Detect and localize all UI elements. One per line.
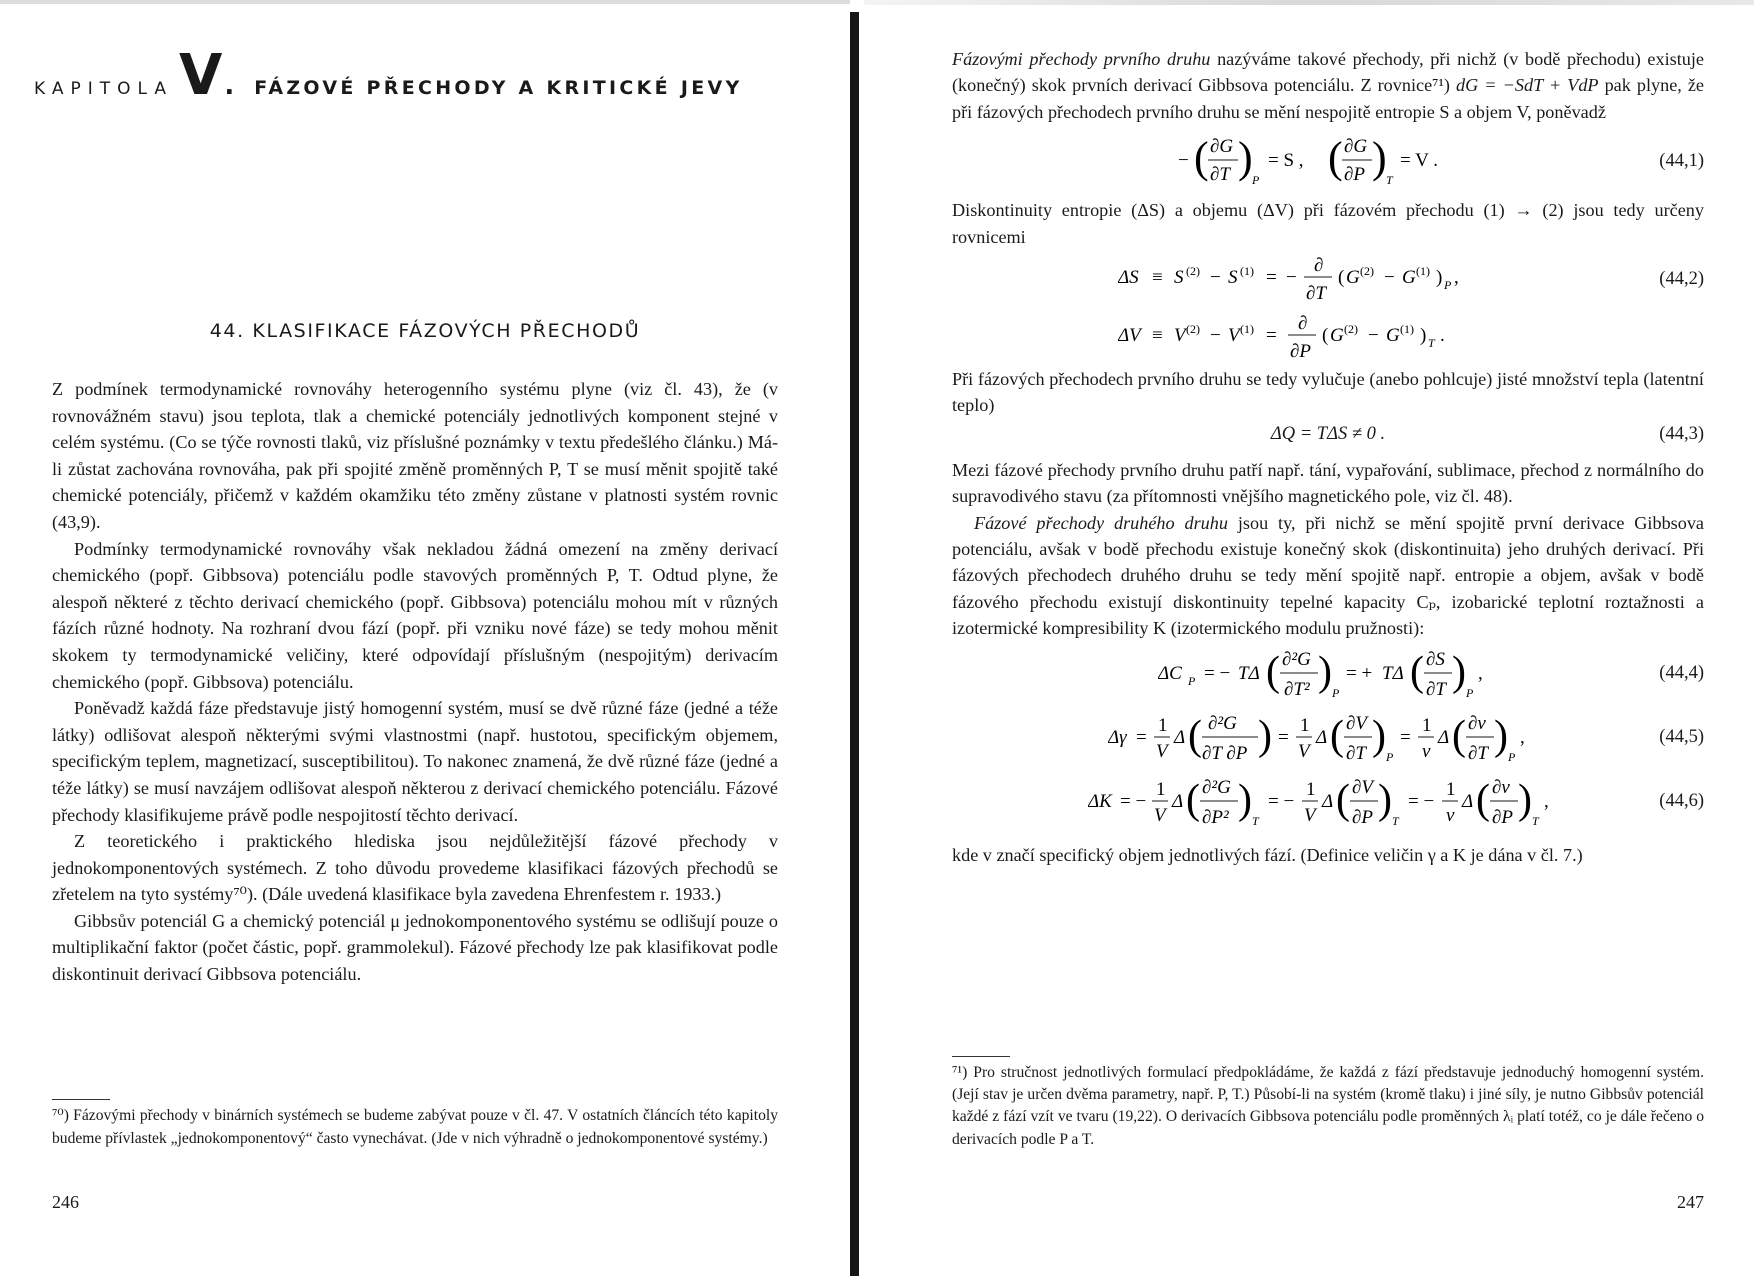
equation-44-2-volume <box>952 308 1704 366</box>
svg-text:T: T <box>1532 813 1539 828</box>
svg-text:(: ( <box>1188 712 1202 759</box>
svg-text:= −: = − <box>1120 790 1147 812</box>
svg-text:1: 1 <box>1422 714 1432 736</box>
equation-44-6 <box>952 770 1704 834</box>
svg-text:(: ( <box>1410 648 1424 695</box>
svg-text:P: P <box>1386 749 1394 764</box>
equation-tag-44-4: (44,4) <box>1659 663 1704 684</box>
svg-text:T: T <box>1428 336 1435 351</box>
svg-text:): ) <box>1238 776 1252 823</box>
svg-text:): ) <box>1452 648 1466 695</box>
svg-text:(1): (1) <box>1240 264 1254 279</box>
footnote-71: ⁷¹) Pro stručnost jednotlivých formulací předpokládáme, že každá z fází představuje jednoduchý homogenní systém. (Její stav je určen dvěma parametry, např. P, T.) Působí-li na systém (kromě tlaku) i jiné síly, je nutno Gibbsův potenciál každé z fází vzít ve tvaru (19,22). O derivacích Gibbsova potenciálu podle proměnných λᵢ platí totéž, co je dále řečeno o derivacích podle P a T. <box>952 1064 1704 1148</box>
page-top-edge-right <box>864 0 1754 5</box>
svg-text:,: , <box>1520 726 1525 748</box>
svg-text:= −: = − <box>1268 790 1295 812</box>
svg-text:V: V <box>1228 325 1240 347</box>
paragraph-1: Z podmínek termodynamické rovnováhy heterogenního systému plyne (viz čl. 43), že (v rovnovážném stavu) jsou teplota, tlak a chemické potenciály jednotlivých komponent stejné v celém systému. (Co se týče rovnosti tlaků, viz příslušné poznámky v textu předešlého článku.) Má-li zůstat zachována rovnováha, pak při spojité změně proměnných P, T se musí měnit spojitě také chemické potenciály, přičemž v každém okamžiku této změny zůstane v platnosti systém rovnic (43,9). <box>52 379 778 532</box>
svg-text:∂P: ∂P <box>1352 806 1373 828</box>
paragraph-4: Z teoretického i praktického hlediska jsou nejdůležitější fázové přechody v jednokomponentových systémech. Z toho důvodu provedeme klasifikaci fázových přechodů se zřetelem na tyto systémy⁷⁰). (Dále uvedená klasifikace byla zavedena Ehrenfestem r. 1933.) <box>52 831 778 905</box>
equation-tag-44-2: (44,2) <box>1659 268 1704 289</box>
svg-text:Δ: Δ <box>1316 726 1328 748</box>
svg-text:= −: = − <box>1204 662 1231 684</box>
book-gutter <box>850 12 859 1276</box>
page-top-edge-left <box>0 0 850 4</box>
svg-text:−: − <box>1178 150 1189 172</box>
paragraph-2: Podmínky termodynamické rovnováhy však nekladou žádná omezení na změny derivací chemického (popř. Gibbsova) potenciálu podle stavových proměnných P, T. Odtud plyne, že alespoň některé z těchto derivací chemického (popř. Gibbsova) potenciálu mohou mít v různých fázích různé hodnoty. Na rozhraní dvou fází (popř. při vzniku nové fáze) se tedy mohou měnit skokem ty termodynamické veličiny, které odpovídají příslušným (nespojitým) derivacím chemického (popř. Gibbsova) potenciálu. <box>52 538 778 692</box>
paragraph-second-order: Fázové přechody druhého druhu jsou ty, při nichž se mění spojitě první derivace Gibbsova potenciálu, avšak v bodě přechodu existuje konečný skok (diskontinuita) jeho druhých derivací. Při fázových přechodech druhého druhu se tedy mění spojitě např. entropie a objem, avšak v bodě fázového přechodu existují diskontinuity tepelné kapacity Cₚ, izobarické teplotní roztažnosti a izotermické kompresibility K (izotermického modulu pružnosti): <box>952 512 1705 639</box>
page-number-left: 246 <box>52 1192 79 1212</box>
svg-text:∂²G: ∂²G <box>1202 776 1231 798</box>
svg-text:P: P <box>1252 173 1260 188</box>
equation-44-3-formula: ΔQ = TΔS ≠ 0 . <box>1270 423 1386 444</box>
svg-text:=: = <box>1400 726 1411 748</box>
chapter-title: FÁZOVÉ PŘECHODY A KRITICKÉ JEVY <box>254 77 743 99</box>
svg-text:P: P <box>1508 749 1516 764</box>
svg-text:= S ,: = S , <box>1268 150 1304 172</box>
svg-text:): ) <box>1494 712 1508 759</box>
svg-text:(2): (2) <box>1186 264 1200 279</box>
paragraph-latent-heat: Při fázových přechodech prvního druhu se tedy vylučuje (anebo pohlcuje) jisté množství tepla (latentní teplo) <box>952 369 1704 416</box>
svg-text:(2): (2) <box>1344 322 1358 337</box>
footnote-rule-left <box>52 1099 110 1100</box>
svg-text:P: P <box>1188 673 1196 688</box>
equation-44-2-entropy-formula <box>1118 251 1538 307</box>
paragraph-5: Gibbsův potenciál G a chemický potenciál μ jednokomponentového systému se odlišují pouze o multiplikační faktor (počet částic, popř. grammolekul). Fázové přechody lze pak klasifikovat podle diskontinuit derivací Gibbsova potenciálu. <box>52 910 778 985</box>
svg-text:1: 1 <box>1446 778 1456 800</box>
equation-44-5 <box>952 706 1704 770</box>
svg-text:∂T: ∂T <box>1306 283 1326 305</box>
svg-text:TΔ: TΔ <box>1382 662 1404 684</box>
svg-text:V: V <box>1174 325 1186 347</box>
svg-text:(2): (2) <box>1186 322 1200 337</box>
svg-text:(2): (2) <box>1360 264 1374 279</box>
svg-text:∂T: ∂T <box>1346 742 1366 764</box>
svg-text:∂G: ∂G <box>1210 136 1234 158</box>
svg-text:= +: = + <box>1346 662 1373 684</box>
svg-text:V: V <box>1156 740 1168 762</box>
equation-44-4 <box>952 642 1704 706</box>
svg-text:Δγ: Δγ <box>1108 726 1127 748</box>
svg-text:G: G <box>1386 325 1400 347</box>
svg-text:=: = <box>1266 267 1277 289</box>
svg-text:−: − <box>1286 267 1297 289</box>
term-second-order: Fázové přechody druhého druhu <box>974 512 1228 533</box>
svg-text:TΔ: TΔ <box>1238 662 1260 684</box>
svg-text:Δ: Δ <box>1462 790 1474 812</box>
svg-text:∂²G: ∂²G <box>1282 648 1311 670</box>
svg-text:(: ( <box>1476 776 1490 823</box>
equation-tag-44-6: (44,6) <box>1659 791 1704 812</box>
svg-text:): ) <box>1372 712 1386 759</box>
chapter-heading <box>34 43 743 108</box>
paragraph-first-order-examples: Mezi fázové přechody prvního druhu patří např. tání, vypařování, sublimace, přechod z normálního do supravodivého stavu (za přítomnosti vnějšího magnetického pole, viz čl. 48). <box>952 459 1704 507</box>
svg-text:(: ( <box>1338 267 1345 289</box>
svg-text:): ) <box>1238 133 1253 183</box>
svg-text:): ) <box>1420 325 1427 347</box>
svg-text:,: , <box>1478 662 1483 684</box>
chapter-number: V <box>179 43 223 108</box>
svg-text:∂T: ∂T <box>1426 678 1446 700</box>
svg-text:T: T <box>1386 173 1393 188</box>
svg-text:P: P <box>1466 685 1474 700</box>
svg-text:G: G <box>1402 267 1416 289</box>
svg-text:∂T: ∂T <box>1468 742 1488 764</box>
svg-text:∂V: ∂V <box>1346 712 1367 734</box>
svg-text:=: = <box>1266 325 1277 347</box>
svg-text:v: v <box>1422 740 1431 762</box>
right-body-text <box>952 46 1704 868</box>
svg-text:Δ: Δ <box>1174 726 1186 748</box>
svg-text:∂²G: ∂²G <box>1208 712 1237 734</box>
footnote-rule-right <box>952 1056 1010 1057</box>
equation-tag-44-1: (44,1) <box>1659 151 1704 172</box>
svg-text:T: T <box>1392 813 1399 828</box>
svg-text:−: − <box>1384 267 1395 289</box>
svg-text:1: 1 <box>1300 714 1310 736</box>
svg-text:Δ: Δ <box>1172 790 1184 812</box>
svg-text:S: S <box>1174 267 1184 289</box>
paragraph-first-order: Fázovými přechody prvního druhu nazýváme takové přechody, při nichž (v bodě přechodu) existuje (konečný) skok prvních derivací Gibbsova potenciálu. Z rovnice⁷¹) dG = −SdT + VdP pak plyne, že při fázových přechodech prvního druhu se mění nespojitě entropie S a objem V, poněvadž <box>952 49 1705 122</box>
svg-text:): ) <box>1436 267 1443 289</box>
svg-text:∂: ∂ <box>1298 313 1308 335</box>
equation-44-5-formula <box>1108 707 1548 769</box>
svg-text:v: v <box>1446 804 1455 826</box>
equation-44-1 <box>952 125 1704 197</box>
svg-text:(: ( <box>1330 712 1344 759</box>
svg-text:∂T²: ∂T² <box>1284 678 1310 700</box>
svg-text:V: V <box>1298 740 1310 762</box>
chapter-dot: . <box>224 71 235 101</box>
svg-text:∂T ∂P: ∂T ∂P <box>1202 742 1248 764</box>
svg-text:Δ: Δ <box>1322 790 1334 812</box>
equation-44-3 <box>952 419 1704 449</box>
svg-text:V: V <box>1304 804 1316 826</box>
svg-text:=: = <box>1136 726 1147 748</box>
term-first-order: Fázovými přechody prvního druhu <box>952 49 1211 69</box>
svg-text:V: V <box>1154 804 1166 826</box>
svg-text:−: − <box>1210 325 1221 347</box>
svg-text:∂v: ∂v <box>1492 776 1510 798</box>
equation-44-4-formula <box>1158 643 1498 705</box>
svg-text:G: G <box>1330 325 1344 347</box>
svg-text:(: ( <box>1194 133 1209 183</box>
svg-text:1: 1 <box>1156 778 1166 800</box>
svg-text:): ) <box>1378 776 1392 823</box>
svg-text:S: S <box>1228 267 1238 289</box>
page-number-right: 247 <box>1677 1192 1704 1212</box>
svg-text:(: ( <box>1452 712 1466 759</box>
svg-text:≡: ≡ <box>1152 325 1163 347</box>
equation-44-6-formula <box>1088 771 1568 833</box>
svg-text:): ) <box>1318 648 1332 695</box>
svg-text:Δ: Δ <box>1438 726 1450 748</box>
svg-text:∂S: ∂S <box>1426 648 1445 670</box>
svg-text:ΔS: ΔS <box>1118 267 1139 289</box>
svg-text:): ) <box>1518 776 1532 823</box>
svg-text:): ) <box>1372 133 1387 183</box>
svg-text:∂P: ∂P <box>1290 341 1311 363</box>
svg-text:(1): (1) <box>1400 322 1414 337</box>
equation-tag-44-5: (44,5) <box>1659 727 1704 748</box>
svg-text:): ) <box>1258 712 1272 759</box>
svg-text:(: ( <box>1336 776 1350 823</box>
section-title: 44. KLASIFIKACE FÁZOVÝCH PŘECHODŮ <box>209 320 641 342</box>
equation-tag-44-3: (44,3) <box>1659 423 1704 444</box>
svg-text:∂T: ∂T <box>1210 164 1230 186</box>
svg-text:≡: ≡ <box>1152 267 1163 289</box>
left-body-text <box>52 376 778 988</box>
paragraph-3: Poněvadž každá fáze představuje jistý homogenní systém, musí se dvě různé fáze (jedné a téže látky) odlišovat alespoň některými svými vlastnostmi (např. hustotou, specifickým objemem, specifickým teplem, magnetizací, susceptibilitou). To nakonec znamená, že dvě různé fáze (jedné a téže látky) se musí navzájem odlišovat alespoň některou z derivací chemického potenciálu. Fázové přechody klasifikujeme právě podle nespojitostí těchto derivací. <box>52 698 778 825</box>
svg-text:(: ( <box>1266 648 1280 695</box>
svg-text:,: , <box>1454 267 1459 289</box>
svg-text:∂v: ∂v <box>1468 712 1486 734</box>
equation-44-2-volume-formula <box>1118 309 1538 365</box>
svg-text:ΔK: ΔK <box>1088 790 1112 812</box>
svg-text:ΔC: ΔC <box>1158 662 1182 684</box>
paragraph-discontinuities: Diskontinuity entropie (ΔS) a objemu (ΔV) při fázovém přechodu (1) → (2) jsou tedy určeny rovnicemi <box>952 200 1704 247</box>
svg-text:T: T <box>1252 813 1259 828</box>
svg-text:(: ( <box>1322 325 1329 347</box>
svg-text:1: 1 <box>1158 714 1168 736</box>
equation-44-1-formula <box>1178 128 1478 194</box>
svg-text:(1): (1) <box>1240 322 1254 337</box>
svg-text:,: , <box>1544 790 1549 812</box>
svg-text:∂P: ∂P <box>1344 164 1365 186</box>
formula-dG: dG = −SdT + VdP <box>1456 75 1599 96</box>
svg-text:−: − <box>1368 325 1379 347</box>
svg-text:∂P: ∂P <box>1492 806 1513 828</box>
svg-text:= V .: = V . <box>1400 150 1438 172</box>
svg-text:ΔV: ΔV <box>1118 325 1141 347</box>
chapter-word: KAPITOLA <box>34 79 173 99</box>
svg-text:−: − <box>1210 267 1221 289</box>
paragraph-specific-volume: kde v značí specifický objem jednotlivých fází. (Definice veličin γ a K je dána v čl. 7.) <box>952 844 1583 865</box>
footnote-70: ⁷⁰) Fázovými přechody v binárních systémech se budeme zabývat pouze v čl. 47. V ostatních článcích této kapitoly budeme přívlastek „jednokomponentový“ často vynechávat. (Jde v nich výhradně o jednokomponentové systémy.) <box>52 1107 778 1147</box>
svg-text:P: P <box>1332 685 1340 700</box>
svg-text:∂: ∂ <box>1314 255 1324 277</box>
svg-text:= −: = − <box>1408 790 1435 812</box>
svg-text:1: 1 <box>1306 778 1316 800</box>
svg-text:P: P <box>1444 278 1452 293</box>
svg-text:.: . <box>1440 325 1445 347</box>
svg-text:∂V: ∂V <box>1352 776 1373 798</box>
svg-text:=: = <box>1278 726 1289 748</box>
svg-text:(1): (1) <box>1416 264 1430 279</box>
svg-text:G: G <box>1346 267 1360 289</box>
svg-text:∂G: ∂G <box>1344 136 1368 158</box>
svg-text:(: ( <box>1186 776 1200 823</box>
equation-44-2-entropy <box>952 250 1704 308</box>
svg-text:(: ( <box>1328 133 1343 183</box>
svg-text:∂P²: ∂P² <box>1202 806 1229 828</box>
